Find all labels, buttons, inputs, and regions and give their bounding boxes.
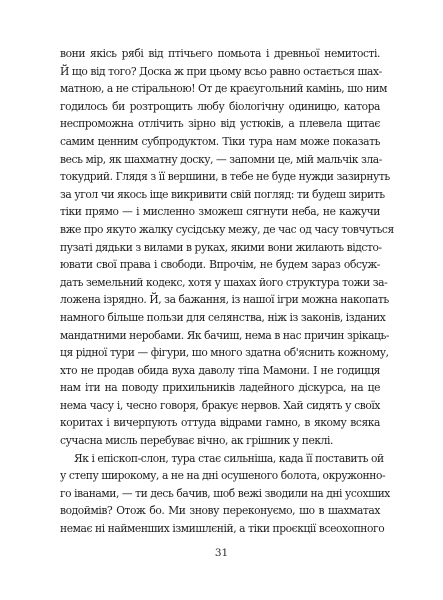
text-line: весь мір, як шахматну доску, — запомни це, мій мальчік зла- [60, 152, 382, 166]
text-line: Й що від того? Доска ж при цьому всьо равно остається шах- [60, 64, 382, 78]
text-line: у степу широкому, а не на дні осушеного болота, окружонно- [60, 469, 386, 483]
text-line: дать земельний кодекс, хотя у шахах його структура тожи за- [60, 275, 388, 289]
text-line: Як і епіскоп-слон, тура стає сильніша, када її поставить ой [74, 451, 384, 465]
page-number: 31 [214, 547, 229, 559]
text-line: вони якісь рябі від птічьего помьота і древньої немитості. [60, 47, 380, 60]
text-line: немає ні найменших ізмишлєній, а тіки проєкції всеохопного [60, 522, 385, 536]
text-line: водоймів? Отож бо. Ми знову переконуємо, шо в шахматах [60, 504, 380, 518]
text-line: го іванами, — ти десь бачив, шоб вежі зводили на дні усохших [60, 486, 390, 500]
text-line: хто не продав обида вуха даволу тіпа Мамони. І не годицця [60, 363, 380, 377]
text-line: мандатними неробами. Як бачиш, нема в нас причин зрікаць- [60, 328, 390, 342]
text-line: ложена ізрядно. Й, за бажання, із нашої ігри можна накопать [60, 293, 389, 307]
text-line: нам іти на поводу прихильників ладейного діскурса, на це [60, 381, 380, 395]
text-line: неспроможна отлічить зірно від устюків, а плевела щитає [60, 117, 380, 131]
paragraph [60, 450, 390, 538]
text-line: самим ценним субпродуктом. Тіки тура нам може показать [60, 134, 380, 148]
paragraph [60, 45, 394, 450]
text-line: матною, а не стіральною! От де краєугольний камінь, шо ним [60, 82, 387, 96]
text-line: токудрий. Глядя з її вершини, в тебе не буде нужди зазирнуть [60, 170, 390, 184]
text-line: тіки прямо — і мисленно зможеш сягнути неба, не кажучи [60, 205, 380, 219]
body-text [60, 45, 394, 538]
text-line: коритах і вичерпують оттуда відрами гамно, в якому всяка [60, 416, 380, 430]
text-line: годилось би розтрощить любу біологічну одиницю, катора [60, 99, 380, 113]
text-line: вже про якуто жалку сусідську межу, де час од часу товчуться [60, 222, 394, 236]
text-line: за угол чи якось іще викривити свій погляд: ти будеш зирить [60, 187, 385, 201]
text-line: ця рідної тури — фігури, шо много здатна об'яснить кожному, [60, 346, 389, 360]
text-line: намного більше пользи для селянства, ніж із законів, ізданих [60, 310, 386, 324]
text-line: сучасна мисль перебуває вічно, ак грішник у пеклі. [60, 434, 333, 448]
text-line: нема часу і, чесно говоря, бракує нервов. Хай сидять у своїх [60, 398, 380, 412]
text-line: пузаті дядьки з вилами в руках, якими вони жилають відсто- [60, 240, 382, 254]
text-line: ювати свої права і свободи. Впрочім, не будем зараз обсуж- [60, 258, 380, 272]
